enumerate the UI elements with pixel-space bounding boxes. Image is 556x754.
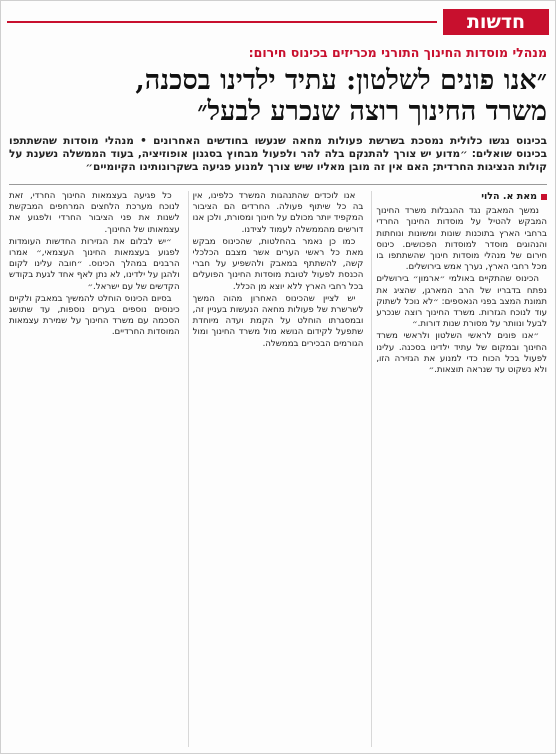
article-subhead: בכינוס נגשו כלולית נמסכת בשרשת פעולות מחאה שנעשו בחודשים האחרונים • מנהלי מוסדות שהשתתפו בכינוס שואלים: ״מדוע יש צורך להתנקם בלה להר ולפעול מבחוץ בסגנון אופוזיציה, בעוד הממשלה נשענת על קולות הנציגות החרדית; האם אין זה מובן מאליו שיש צורך למנוע פגיעה בשקרונותינו הקיומיים״ — [9, 135, 547, 173]
byline-text: מאת א. הלוי — [481, 191, 537, 202]
column-left — [9, 191, 180, 747]
paragraph: נמשך המאבק נגד ההגבלות משרד החינוך המבקש להטיל על מוסדות החינוך החרדי ברחבי הארץ בתוכנות שונות ומשונות ונוחתות והנהוגים מוסדר למוסדות הפכושים. כינוס חירום של מנהלי מוסדות חינוך שהשתתפו בו מכל רחבי הארץ, נערך אמש בירושלים. — [376, 206, 547, 273]
article-kicker: מנהלי מוסדות החינוך התורני מכריזים בכינוס חירום: — [248, 45, 547, 60]
paragraph: יש לציין שהכינוס האחרון מהוה המשך לשרשרת של פעולות מחאה הנעשות בעניין זה, ובמסגרתו הוחלט על הקמת ועדה מיוחדת שתפעל לקידום הנושא מול משרד החינוך ומול הגורמים הבכירים בממשלה. — [192, 293, 364, 349]
paragraph: כל פגיעה בעצמאות החינוך החרדי, זאת לנוכח מערכת הלחצים המרחפים המבקשת לשנות את פני הציבור החרדי ולפגוע את עצמאותו של החינוך. — [8, 191, 180, 235]
headline-line-1: ״אנו פונים לשלטון: עתיד ילדינו בסכנה, — [135, 65, 547, 96]
column-right — [371, 191, 547, 747]
paragraph: ״יש לבלום את הגזירות החדשות העומדות לפגוע בעצמאות החינוך העצמאי,״ אמרו הרבנים במהלך הכינוס. ״חובה עלינו לקום ולהגן על ילדינו, לא נתן לאף אחד לגעת בקודש הקדשים של עם ישראל.״ — [8, 236, 180, 292]
paragraph: בסיום הכינוס הוחלט להמשיך במאבק ולקיים כינוסים נוספים בערים נוספות, עד שתושג הסכמה עם משרד החינוך על שמירת עצמאות המוסדות החרדיים. — [8, 293, 180, 338]
headline-line-2: משרד החינוך רוצה שנכרע לבעל״ — [197, 96, 547, 127]
article-body — [9, 191, 547, 747]
section-header — [7, 9, 549, 35]
paragraph: הכינוס שהתקיים באולמי ״ארמון״ בירושלים נפתח בדבריו של הרב המארגן, שהציג את תמונת המצב בפני הנאספים: ״לא נוכל לשתוק עוד לנוכח הגזרות. משרד החינוך רוצה שנכרע לבעל ונוותר על מסורת שנות דורות.״ — [376, 274, 547, 330]
section-badge: חדשות — [443, 9, 549, 35]
paragraph: כמו כן נאמר בהחלטות, שהכינוס מבקש מאת כל ראשי הערים אשר מצבם הכלכלי קשה, להשתתף במאבק ולהשפיע על חברי הכנסת לפעול לטובת מוסדות החינוך הפועלים בכל רחבי הארץ ללא יוצא מן הכלל. — [192, 236, 364, 292]
bullet-icon — [541, 194, 547, 200]
section-rule — [7, 21, 437, 23]
paragraph: אנו לוכדים שהתנהגות המשרד כלפינו, אין בה כל שיתוף פעולה. החרדים הם הציבור המקפיד יותר מכולם על חינוך ומסורת, ולכן אנו דורשים מהממשלה לעמוד לצידנו. — [192, 191, 364, 235]
paragraph: ״אנו פונים לראשי השלטון ולראשי משרד החינוך ובמקום של עתיד ילדינו בסכנה. עלינו לפעול בכל הכוח כדי למנוע את הגזירה הזו, ולא נשקוט עד שנראה תוצאות.״ — [376, 331, 547, 376]
article-headline — [9, 65, 547, 127]
byline — [376, 191, 547, 202]
divider — [9, 184, 547, 185]
column-middle — [188, 191, 364, 747]
